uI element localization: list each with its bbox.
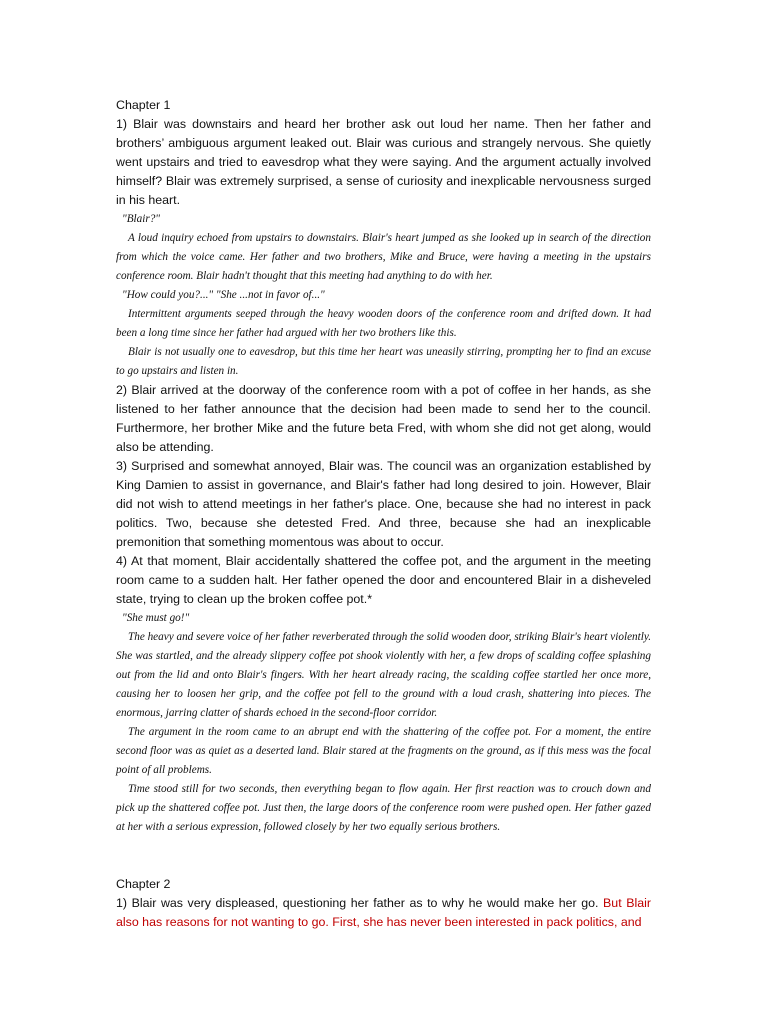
chapter-2-highlighted-text: But Blair also has reasons for not wanting to go. First, she has never been interested in pack politics, and — [116, 896, 652, 929]
excerpt-paragraph: A loud inquiry echoed from upstairs to downstairs. Blair's heart jumped as she looked up in search of the direction from which the voice came. Her father and two brothers, Mike and Bruce, were having a meeting in the upstairs conference room. Blair hadn't thought that this meeting had anything to do with her. — [116, 232, 651, 282]
excerpt-dialogue-argument: "How could you?..." "She ...not in favor of..." — [122, 289, 325, 301]
chapter-2-point-1 — [116, 894, 651, 932]
chapter-1-point-3: 3) Surprised and somewhat annoyed, Blair was. The council was an organization established by King Damien to assist in governance, and Blair's father had long desired to join. However, Blair did not wish to attend meetings in her father's place. One, because she had no interest in pack politics. Two, because she detested Fred. And three, because she had an inexplicable premonition that something momentous was about to occur. — [116, 459, 651, 549]
chapter-spacer — [116, 837, 651, 875]
excerpt-dialogue-blair: "Blair?" — [122, 213, 160, 225]
chapter-1-point-1: 1) Blair was downstairs and heard her brother ask out loud her name. Then her father and brothers’ ambiguous argument leaked out. Blair was curious and strangely nervous. She quietly went upstairs and tried to eavesdrop what they were saying. And the argument actually involved himself? Blair was extremely surprised, a sense of curiosity and inexplicable nervousness surged in his heart. — [116, 117, 651, 207]
excerpt-dialogue-father: "She must go!" — [122, 612, 190, 624]
excerpt-paragraph: The heavy and severe voice of her father reverberated through the solid wooden door, striking Blair's heart violently. She was startled, and the already slippery coffee pot shook violently with her, a few drops of scalding coffee splashing out from the lid and onto Blair's fingers. With her heart already racing, the scalding coffee startled her once more, causing her to loosen her grip, and the coffee pot fell to the ground with a loud crash, shattering into pieces. The enormous, jarring clatter of shards echoed in the second-floor corridor. — [116, 631, 651, 719]
excerpt-paragraph: The argument in the room came to an abrupt end with the shattering of the coffee pot. For a moment, the entire second floor was as quiet as a deserted land. Blair stared at the fragments on the ground, as if this mess was the focal point of all problems. — [116, 726, 651, 776]
chapter-2-heading: Chapter 2 — [116, 877, 171, 891]
chapter-1-point-4: 4) At that moment, Blair accidentally shattered the coffee pot, and the argument in the meeting room came to a sudden halt. Her father opened the door and encountered Blair in a disheveled state, trying to clean up the broken coffee pot.* — [116, 554, 651, 606]
excerpt-paragraph: Intermittent arguments seeped through the heavy wooden doors of the conference room and drifted down. It had been a long time since her father had argued with her two brothers like this. — [116, 308, 651, 339]
chapter-1-heading: Chapter 1 — [116, 98, 171, 112]
excerpt-paragraph: Blair is not usually one to eavesdrop, but this time her heart was uneasily stirring, prompting her to find an excuse to go upstairs and listen in. — [116, 346, 651, 377]
chapter-1-point-2: 2) Blair arrived at the doorway of the conference room with a pot of coffee in her hands, as she listened to her father announce that the decision had been made to send her to the council. Furthermore, her brother Mike and the future beta Fred, with whom she did not get along, would also be attending. — [116, 383, 651, 454]
document-body — [116, 96, 651, 932]
excerpt-paragraph: Time stood still for two seconds, then everything began to flow again. Her first reaction was to crouch down and pick up the shattered coffee pot. Just then, the large doors of the conference room were pushed open. Her father gazed at her with a serious expression, followed closely by her two equally serious brothers. — [116, 783, 651, 833]
chapter-2-point-1-text: 1) Blair was very displeased, questioning her father as to why he would make her go. — [116, 896, 604, 910]
